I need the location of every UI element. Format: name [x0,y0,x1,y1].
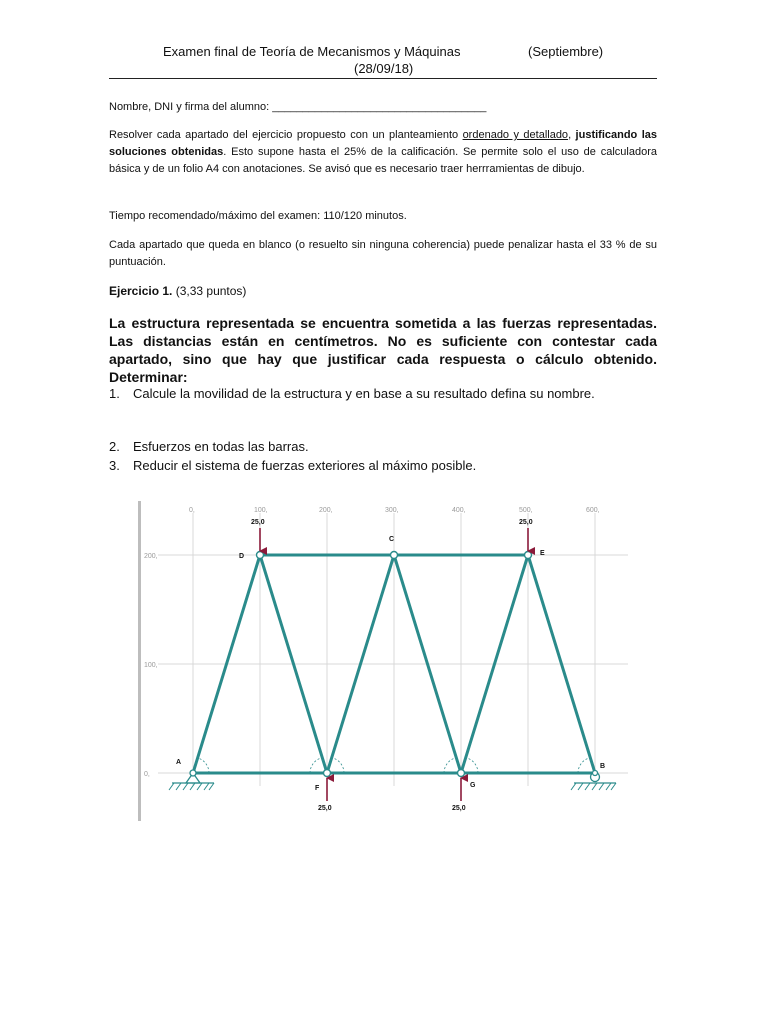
exam-month: (Septiembre) [528,44,604,59]
node-label-A: A [176,759,182,766]
joint-D [257,552,264,559]
x-tick-label: 0, [189,507,195,514]
y-tick-label: 200, [144,553,158,560]
node-label-E: E [540,550,545,557]
instructions-underlined: ordenado y detallado [462,129,569,141]
joint-E [525,552,532,559]
instructions-bold: justificando las soluciones obtenidas [109,129,657,158]
exercise-label: Ejercicio 1. [109,284,173,298]
question-number: 2. [109,439,120,454]
x-tick-label: 400, [452,507,466,514]
y-tick-label: 0, [144,771,150,778]
instructions-paragraph [109,127,657,178]
exercise-title [109,284,246,298]
time-paragraph: Tiempo recomendado/máximo del examen: 110/120 minutos. [109,210,407,222]
penalty-paragraph: Cada apartado que queda en blanco (o resuelto sin ninguna coherencia) puede penalizar hasta el 33 % de su puntuación. [109,239,657,268]
joint-C [391,552,398,559]
instructions-text: Resolver cada apartado del ejercicio propuesto con un planteamiento [109,129,463,141]
axis-ticks [144,507,600,778]
x-tick-label: 600, [586,507,600,514]
node-label-C: C [389,536,395,543]
truss-figure [138,501,630,821]
instructions-text: . Esto supone hasta el 25% de la calificación. Se permite solo el uso de calculadora básica y de un folio A4 con anotaciones. Se avisó que es necesario traer herrramientas de dibujo. [109,146,657,175]
exam-title: Examen final de Teoría de Mecanismos y Máquinas [163,44,461,59]
exercise-statement: La estructura representada se encuentra sometida a las fuerzas representadas. Las distancias están en centímetros. No es suficiente con contestar cada apartado, sino que hay que justificar cada respuesta o cálculo obtenido. Determinar: [109,315,657,385]
joint-G [458,770,465,777]
x-tick-label: 100, [254,507,268,514]
joint-F [324,770,331,777]
header-rule [109,78,657,79]
node-label-F: F [315,785,320,792]
question-text: Esfuerzos en todas las barras. [133,439,309,454]
student-line: Nombre, DNI y firma del alumno: ___________________________________ [109,101,487,113]
question-text: Reducir el sistema de fuerzas exteriores al máximo posible. [133,458,477,473]
exercise-points: (3,33 puntos) [172,284,247,298]
exam-header [109,44,657,76]
x-tick-label: 200, [319,507,333,514]
load-label-F: 25,0 [318,805,332,812]
load-label-D: 25,0 [251,519,265,526]
node-label-G: G [470,782,476,789]
instructions-text: , [568,129,576,141]
x-tick-label: 300, [385,507,399,514]
question-number: 3. [109,458,120,473]
node-label-B: B [600,763,606,770]
node-label-D: D [239,553,245,560]
x-tick-label: 500, [519,507,533,514]
question-number: 1. [109,386,120,401]
question-text: Calcule la movilidad de la estructura y en base a su resultado defina su nombre. [133,386,595,401]
load-label-E: 25,0 [519,519,533,526]
y-tick-label: 100, [144,662,158,669]
exam-date: (28/09/18) [354,61,414,76]
load-label-G: 25,0 [452,805,466,812]
